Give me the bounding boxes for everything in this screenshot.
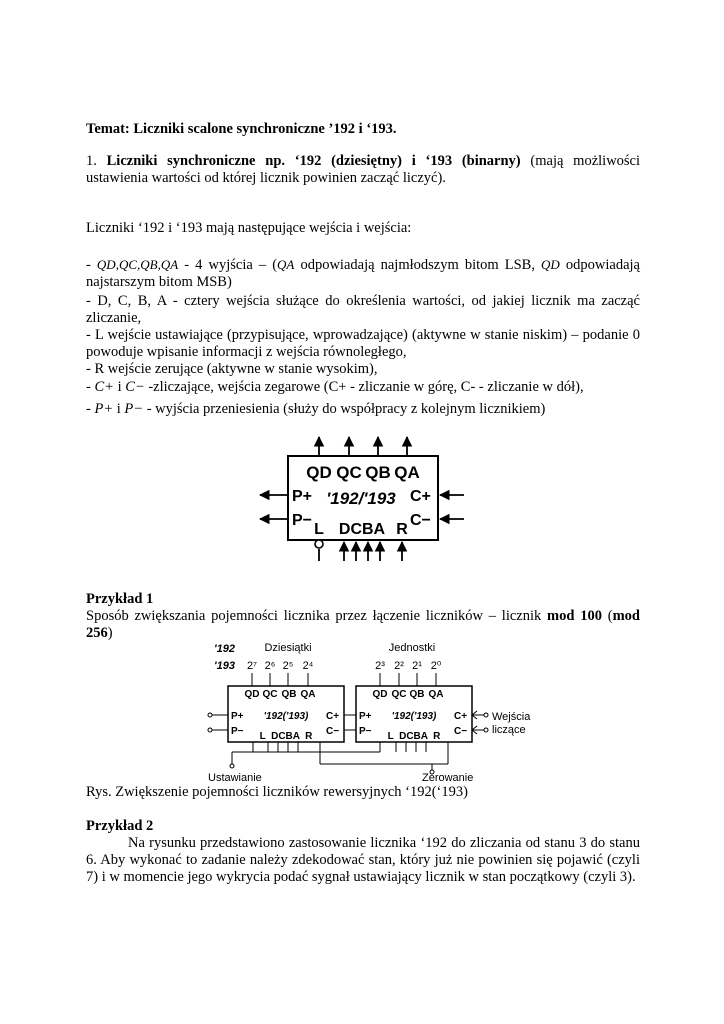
units-power-1: 2¹ (412, 660, 422, 672)
figure-caption: Rys. Zwiększenie pojemności liczników rewersyjnych ‘192(‘193) (86, 784, 468, 800)
chip2-c-plus: C+ (454, 711, 468, 722)
reset-label: Zerowanie (422, 772, 474, 784)
tens-power-4: 2⁴ (302, 660, 314, 672)
document-title: Temat: Liczniki scalone synchroniczne ’192 i ‘193. (86, 121, 397, 137)
counter-chip-diagram (256, 434, 466, 562)
chip1-name: '192('193) (263, 711, 309, 722)
units-power-3: 2³ (375, 660, 385, 672)
pin-l-label: L (314, 521, 324, 538)
tens-label: Dziesiątki (264, 642, 312, 654)
pin-r-label: R (396, 521, 408, 538)
chip1-bottom-pins: L DCBA R (259, 731, 313, 742)
row-193-label: '193 (214, 660, 235, 672)
count-inputs-label-1: Wejścia (492, 711, 531, 723)
tens-power-6: 2⁶ (264, 660, 276, 672)
units-power-2: 2² (394, 660, 404, 672)
chip1-p-plus: P+ (231, 711, 244, 722)
bullet-c: - C+ i C− -zliczające, wejścia zegarowe (C+ - zliczanie w górę, C- - zliczanie w dół), (86, 379, 584, 395)
chip-name-label: '192/'193 (326, 489, 396, 508)
cascaded-counters-diagram (202, 640, 531, 784)
section-1-bold: Liczniki synchroniczne np. ‘192 (dziesiętny) i ‘193 (binarny) (106, 153, 521, 169)
output-qc-label: QC (336, 463, 362, 482)
example-1-heading: Przykład 1 (86, 591, 154, 607)
units-label: Jednostki (388, 642, 436, 654)
chip1-output-qd: QD (244, 689, 260, 700)
tens-power-5: 2⁵ (282, 660, 294, 672)
chip2-output-qb: QB (409, 689, 425, 700)
pins-dcba-label: DCBA (338, 521, 386, 538)
pin-p-minus-label: P− (292, 512, 313, 529)
output-qa-label: QA (394, 463, 420, 482)
pin-c-plus-label: C+ (410, 488, 431, 505)
chip2-bottom-pins: L DCBA R (387, 731, 441, 742)
units-power-0: 2⁰ (430, 660, 442, 672)
chip1-output-qb: QB (281, 689, 297, 700)
chip2-p-plus: P+ (359, 711, 372, 722)
chip2-output-qd: QD (372, 689, 388, 700)
chip2-p-minus: P− (359, 726, 372, 737)
bullet-dcba: - D, C, B, A - cztery wejścia służące do określenia wartości, od jakiej licznik ma zacząć zliczanie, (86, 293, 640, 326)
chip2-c-minus: C− (454, 726, 468, 737)
chip1-c-minus: C− (326, 726, 340, 737)
count-inputs-label-2: liczące (492, 724, 526, 736)
bullet-outputs: - QD,QC,QB,QA - 4 wyjścia – (QA odpowiadają najmłodszym bitom LSB, QD odpowiadają najstarszym bitom MSB) (86, 257, 640, 290)
bullet-l: - L wejście ustawiające (przypisujące, wprowadzające) (aktywne w stanie niskim) – podanie 0 powoduje wpisanie informacji z wejścia równoległego, (86, 327, 640, 360)
tens-power-7: 2⁷ (246, 660, 258, 672)
section-1-paragraph: 1. Liczniki synchroniczne np. ‘192 (dziesiętny) i ‘193 (binarny) (mają możliwości ustawienia wartości od której licznik powinien zacząć liczyć). (86, 153, 641, 186)
set-label: Ustawianie (208, 772, 262, 784)
intro-paragraph: Liczniki ‘192 i ‘193 mają następujące wejścia i wejścia: (86, 220, 412, 236)
chip1-p-minus: P− (231, 726, 244, 737)
output-qb-label: QB (365, 463, 391, 482)
chip2-name: '192('193) (391, 711, 437, 722)
output-qd-label: QD (306, 463, 332, 482)
example-2-heading: Przykład 2 (86, 818, 154, 834)
example-2-text: Na rysunku przedstawiono zastosowanie licznika ‘192 do zliczania od stanu 3 do stanu 6. Aby wykonać to zadanie należy zdekodować stan, który już nie powinien się pojawić (czyli 7) i w momencie jego wykrycia podać sygnał ustawiający licznik w stan początkowy (czyli 3). (86, 835, 640, 885)
chip1-output-qc: QC (262, 689, 278, 700)
row-192-label: '192 (214, 643, 235, 655)
bullet-p: - P+ i P− - wyjścia przeniesienia (służy do współpracy z kolejnym licznikiem) (86, 401, 546, 417)
pin-c-minus-label: C− (410, 512, 431, 529)
chip2-output-qc: QC (391, 689, 407, 700)
bullet-r: - R wejście zerujące (aktywne w stanie wysokim), (86, 361, 378, 377)
chip2-output-qa: QA (428, 689, 444, 700)
pin-p-plus-label: P+ (292, 488, 313, 505)
chip1-c-plus: C+ (326, 711, 340, 722)
chip1-output-qa: QA (300, 689, 316, 700)
example-1-text: Sposób zwiększania pojemności licznika przez łączenie liczników – licznik mod 100 (mod 256) (86, 608, 640, 641)
